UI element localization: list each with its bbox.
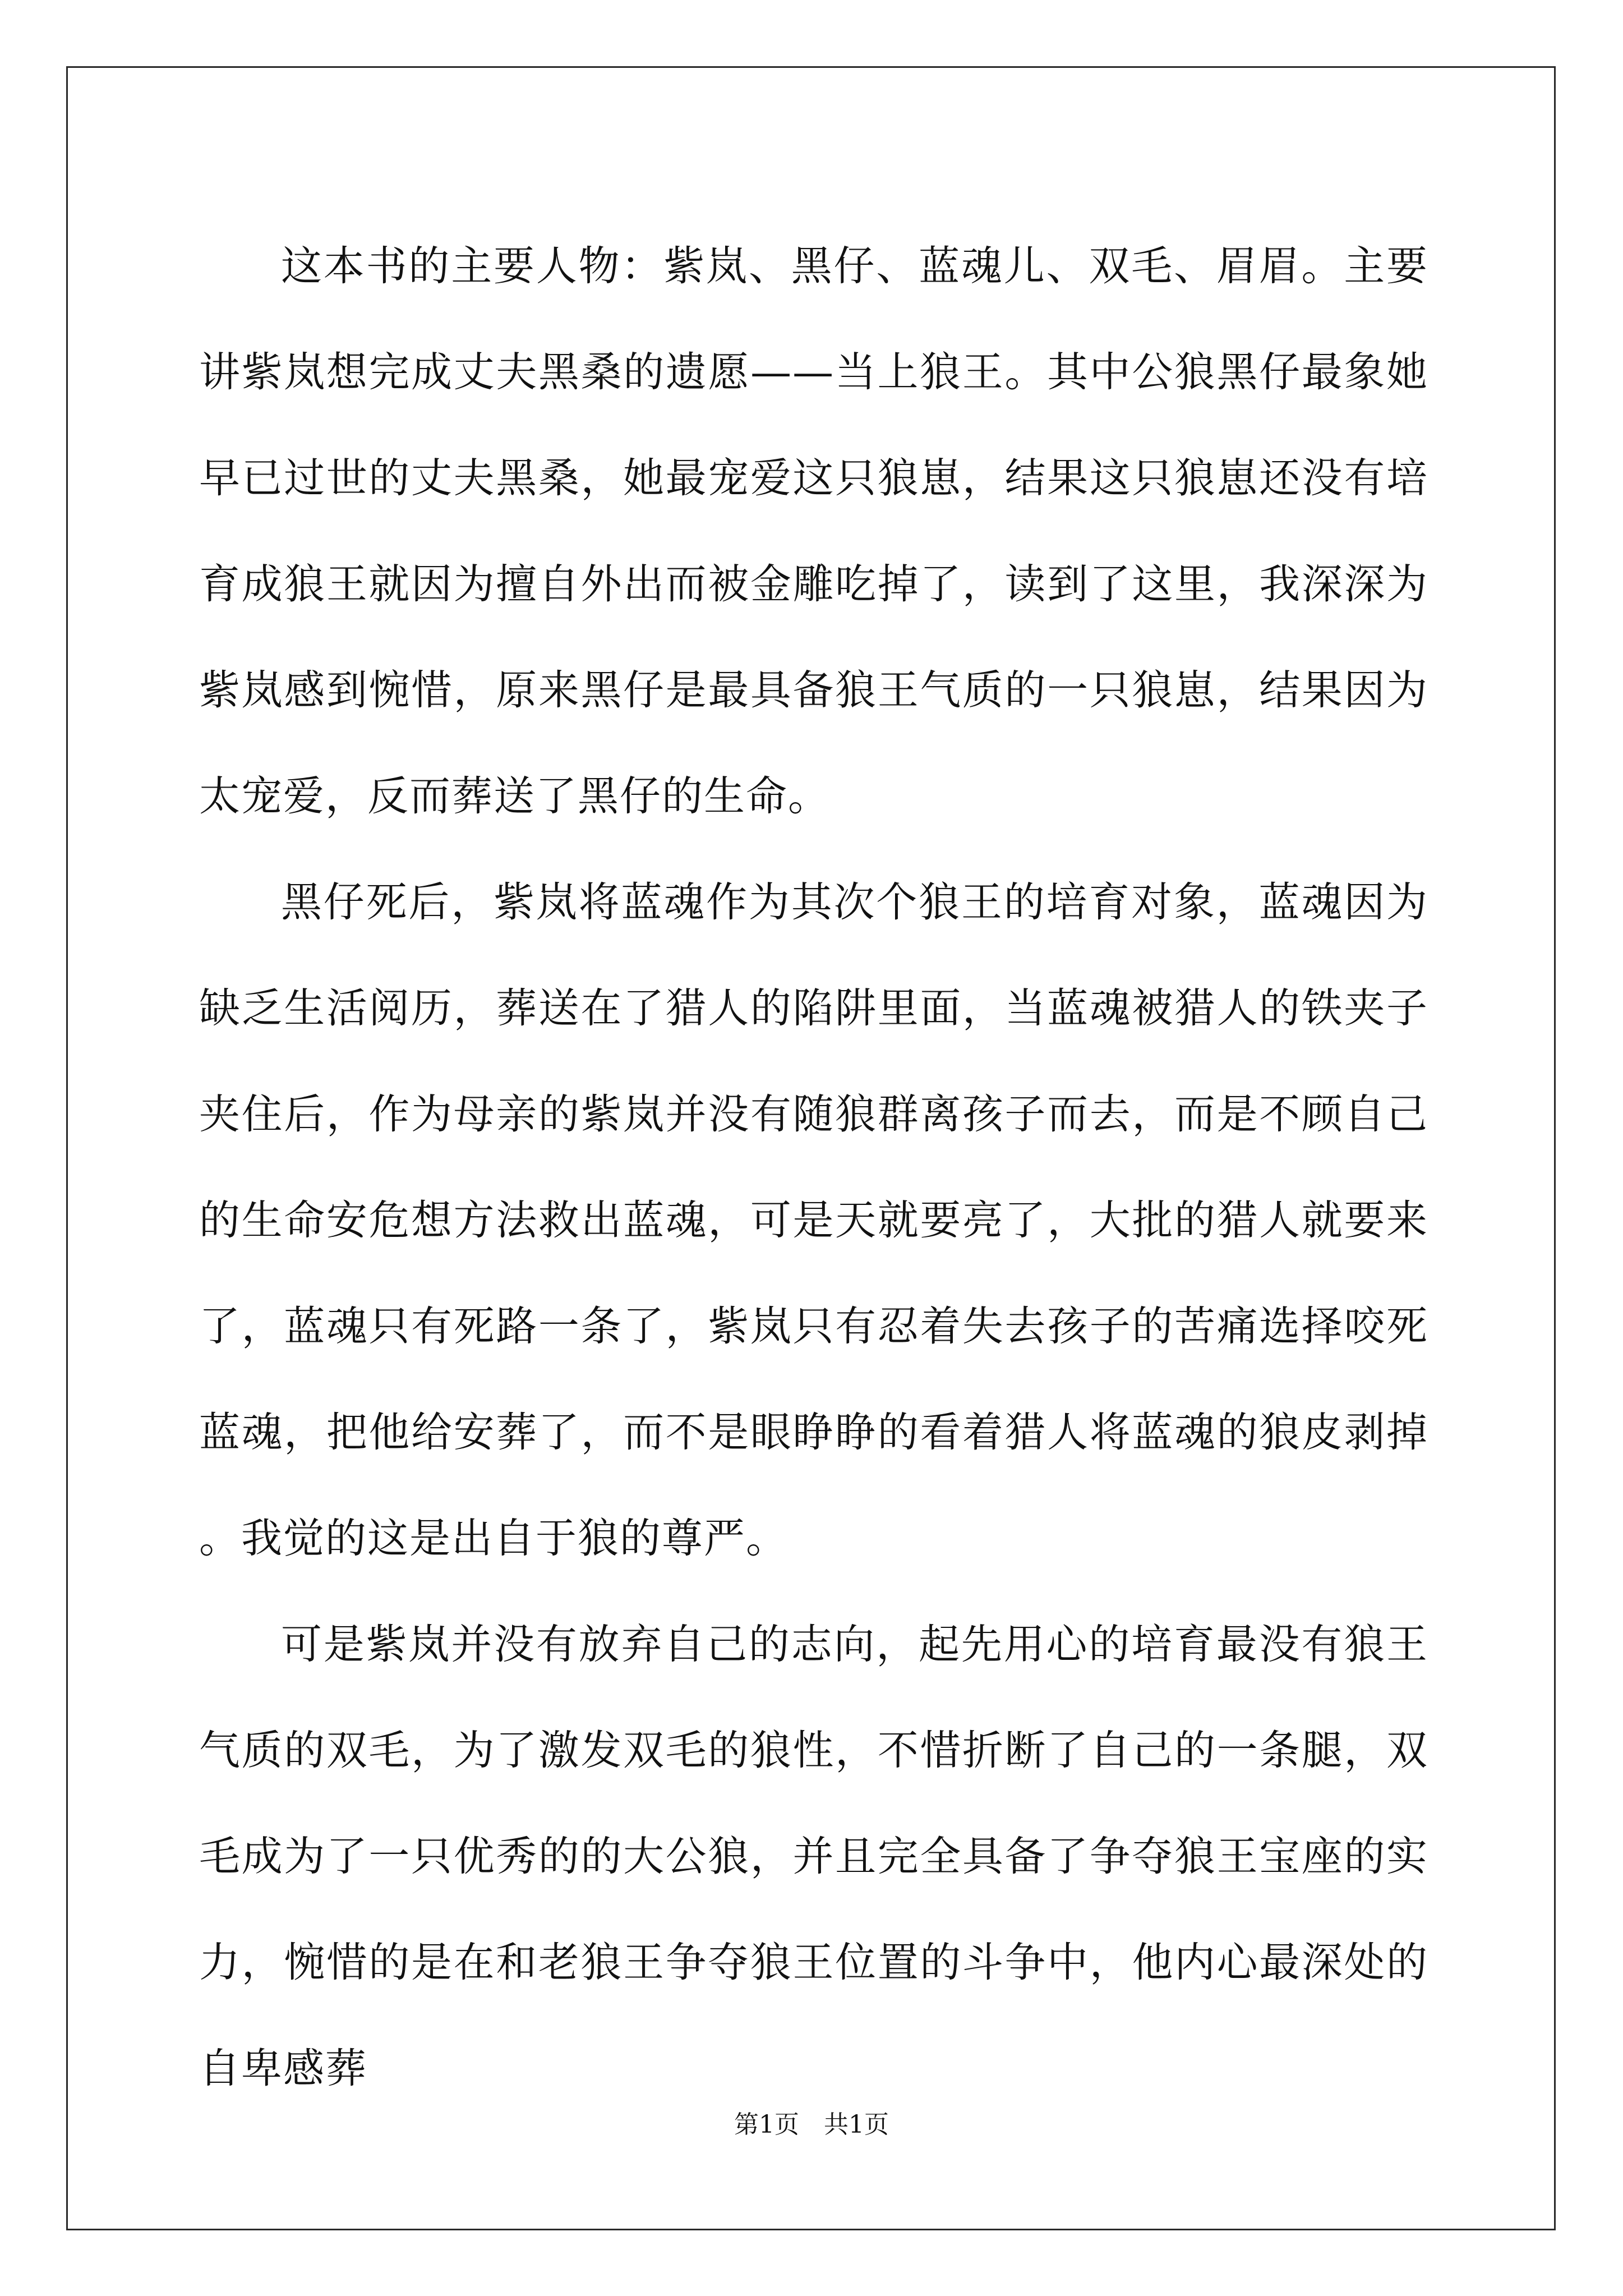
paragraph-3: 可是紫岚并没有放弃自己的志向，起先用心的培育最没有狼王气质的双毛，为了激发双毛的狼性，不惜折断了自己的一条腿，双毛成为了一只优秀的的大公狼，并且完全具备了争夺狼王宝座的实力，惋惜的是在和老狼王争夺狼王位置的斗争中，他内心最深处的自卑感葬 [199,1621,1428,2092]
paragraph-1: 这本书的主要人物：紫岚、黑仔、蓝魂儿、双毛、眉眉。主要讲紫岚想完成丈夫黑桑的遗愿——当上狼王。其中公狼黑仔最象她早已过世的丈夫黑桑，她最宠爱这只狼崽，结果这只狼崽还没有培育成狼王就因为擅自外出而被金雕吃掉了，读到了这里，我深深为紫岚感到惋惜，原来黑仔是最具备狼王气质的一只狼崽，结果因为太宠爱，反而葬送了黑仔的生命。 [199,242,1428,820]
document-body [199,213,1428,2122]
page-number-footer: 第1页 共1页 [734,2110,889,2139]
paragraph-2: 黑仔死后，紫岚将蓝魂作为其次个狼王的培育对象，蓝魂因为缺乏生活阅历，葬送在了猎人的陷阱里面，当蓝魂被猎人的铁夹子夹住后，作为母亲的紫岚并没有随狼群离孩子而去，而是不顾自己的生命安危想方法救出蓝魂，可是天就要亮了，大批的猎人就要来了，蓝魂只有死路一条了，紫岚只有忍着失去孩子的苦痛选择咬死蓝魂，把他给安葬了，而不是眼睁睁的看着猎人将蓝魂的狼皮剥掉。我觉的这是出自于狼的尊严。 [199,878,1428,1562]
